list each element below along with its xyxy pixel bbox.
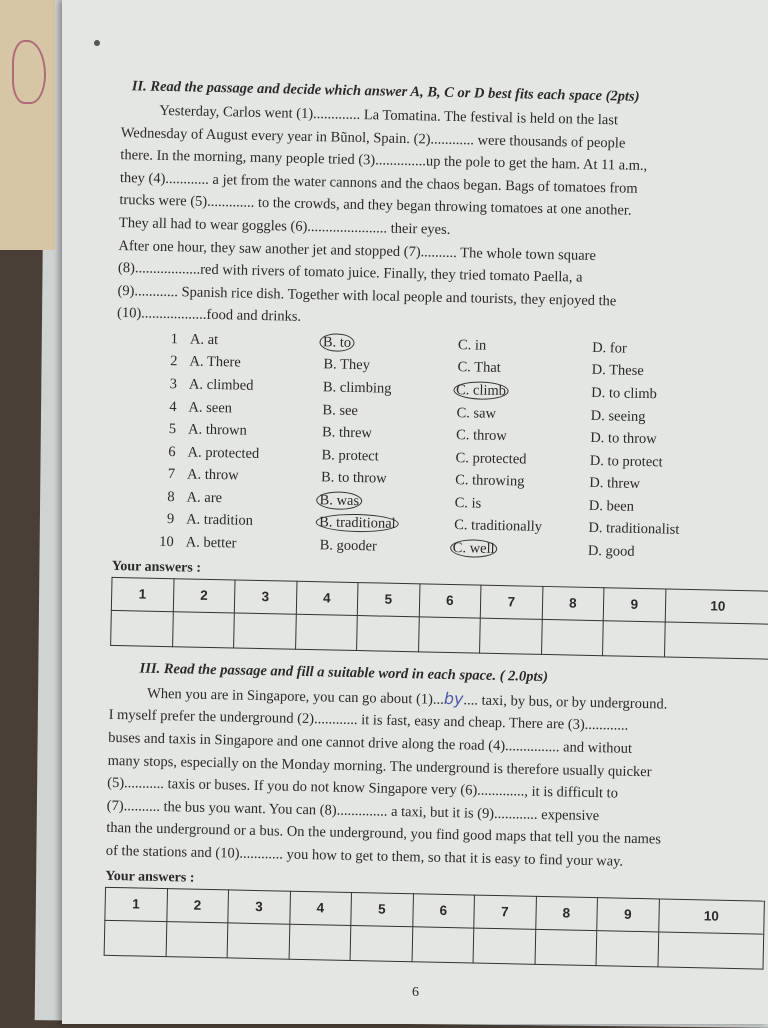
answer-input-cell[interactable] xyxy=(603,621,665,657)
option-text: C. climb xyxy=(453,381,509,400)
answer-input-cell[interactable] xyxy=(357,615,419,651)
passage-line: I myself prefer the underground (2)............ it is fast, easy and cheap. There are (3)............ xyxy=(108,707,629,735)
worksheet-page xyxy=(62,0,768,1024)
option-text: C. throw xyxy=(455,427,508,445)
answer-input-cell[interactable] xyxy=(234,613,296,649)
option-c xyxy=(453,537,588,562)
option-c xyxy=(454,515,589,540)
option-text: 2 xyxy=(170,353,178,370)
answer-number-cell: 8 xyxy=(535,896,597,930)
option-text: D. good xyxy=(587,542,635,560)
option-text: B. to xyxy=(320,333,355,352)
answer-number-cell: 2 xyxy=(166,888,228,922)
answer-input-cell[interactable] xyxy=(473,928,535,964)
answer-input-cell[interactable] xyxy=(172,612,234,648)
option-text: B. gooder xyxy=(319,537,378,555)
answer-number-cell: 4 xyxy=(289,891,351,925)
passage-line: When you are in Singapore, you can go about (1)... xyxy=(146,685,444,708)
answer-number-cell: 1 xyxy=(105,887,167,921)
option-number xyxy=(115,372,189,396)
section2-passage xyxy=(117,99,732,338)
option-text: B. see xyxy=(322,401,359,419)
option-text: B. They xyxy=(323,356,371,374)
answer-number-cell: 6 xyxy=(419,584,481,618)
option-c xyxy=(455,470,590,495)
passage-line: (7).......... the bus you want. You can (8).............. a taxi, but it is (9)............ expensive xyxy=(106,797,600,824)
option-d xyxy=(591,359,726,384)
option-number xyxy=(113,485,187,509)
answer-input-cell[interactable] xyxy=(227,923,289,959)
answers-label: Your answers : xyxy=(111,558,202,576)
option-text: C. That xyxy=(457,359,501,377)
option-c xyxy=(456,424,591,449)
options-table xyxy=(112,327,727,566)
passage-line: (10)..................food and drinks. xyxy=(116,305,302,326)
option-text: A. climbed xyxy=(188,376,254,394)
option-b xyxy=(321,444,456,469)
option-text: D. threw xyxy=(589,475,641,493)
option-c xyxy=(457,357,592,382)
option-text: D. seeing xyxy=(590,407,646,425)
passage-line: of the stations and (10)............ you how to get to them, so that it is easy to find your way. xyxy=(105,842,624,870)
answer-input-cell[interactable] xyxy=(658,932,764,969)
answer-input-cell[interactable] xyxy=(412,926,474,962)
option-c xyxy=(458,334,593,359)
passage-line: buses and taxis in Singapore and one cannot drive along the road (4)............... and without xyxy=(108,729,633,757)
option-d xyxy=(590,427,725,452)
option-text: C. well xyxy=(450,539,498,558)
page-number: 6 xyxy=(412,985,419,1000)
option-text: 8 xyxy=(167,488,175,506)
option-text: A. There xyxy=(189,353,241,371)
passage-line: (5)........... taxis or buses. If you do not know Singapore very (6)............., it is difficult to xyxy=(107,775,619,802)
answers-grid-2 xyxy=(110,577,768,660)
passage-line: (9)............ Spanish rice dish. Together with local people and tourists, they enjoyed the xyxy=(117,282,617,310)
option-text: D. for xyxy=(592,339,627,357)
option-text: 7 xyxy=(167,466,176,483)
option-number xyxy=(115,395,189,419)
option-d xyxy=(591,405,726,430)
option-c xyxy=(457,379,592,404)
answer-number-cell: 8 xyxy=(542,586,604,620)
sticky-note xyxy=(0,0,55,250)
answer-input-cell[interactable] xyxy=(295,614,357,650)
option-text: B. traditional xyxy=(316,514,399,534)
answer-input-cell[interactable] xyxy=(664,622,768,659)
option-text: C. saw xyxy=(456,404,497,422)
option-d xyxy=(592,337,727,362)
answer-input-cell[interactable] xyxy=(111,610,173,646)
option-a xyxy=(188,396,322,421)
passage-line: Yesterday, Carlos went (1)............. La Tomatina. The festival is held on the last xyxy=(159,102,619,129)
option-a xyxy=(188,419,322,444)
option-d xyxy=(589,472,724,497)
option-number xyxy=(116,327,190,351)
option-text: A. thrown xyxy=(187,421,248,439)
option-text: C. traditionally xyxy=(454,517,543,536)
answer-number-cell: 9 xyxy=(603,588,665,622)
option-text: A. protected xyxy=(187,444,260,462)
option-text: C. throwing xyxy=(454,472,525,490)
option-a xyxy=(189,351,323,376)
passage-line: .... taxi, by bus, or by underground. xyxy=(463,692,668,713)
option-a xyxy=(187,441,321,466)
option-b xyxy=(321,467,456,492)
option-text: C. is xyxy=(454,494,482,512)
answer-input-cell[interactable] xyxy=(535,929,597,965)
punch-hole-icon xyxy=(94,40,100,46)
option-text: D. These xyxy=(591,362,644,380)
answer-input-cell[interactable] xyxy=(596,930,658,966)
option-d xyxy=(588,518,723,543)
option-number xyxy=(114,417,188,441)
option-c xyxy=(455,447,590,472)
option-a xyxy=(185,532,319,557)
option-text: D. to protect xyxy=(589,452,663,471)
option-b xyxy=(319,535,454,560)
passage-line: (8)..................red with rivers of tomato juice. Finally, they tried tomato Paella, a xyxy=(117,260,583,286)
option-b xyxy=(324,331,459,356)
section3-heading: III. Read the passage and fill a suitable word in each space. ( 2.0pts) xyxy=(139,660,549,685)
answer-number-cell: 10 xyxy=(665,589,768,624)
answer-input-cell[interactable] xyxy=(289,924,351,960)
passage-line: They all had to wear goggles (6)...................... their eyes. xyxy=(118,214,451,238)
option-b xyxy=(320,512,455,537)
answer-number-cell: 3 xyxy=(234,580,296,614)
option-b xyxy=(322,422,457,447)
option-a xyxy=(186,509,320,534)
option-text: A. are xyxy=(186,489,223,507)
passage-line: After one hour, they saw another jet and stopped (7).......... The whole town square xyxy=(118,237,597,264)
section3-passage xyxy=(106,681,720,875)
option-d xyxy=(590,450,725,475)
doodle-icon xyxy=(12,40,46,104)
option-number xyxy=(116,349,190,373)
passage-line: Wednesday of August every year in Bũnol, Spain. (2)............ were thousands of people xyxy=(120,124,626,152)
answer-number-cell: 5 xyxy=(357,582,419,616)
answer-input-cell[interactable] xyxy=(541,619,603,655)
option-text: A. better xyxy=(185,534,237,552)
option-b xyxy=(320,489,455,514)
option-text: 10 xyxy=(159,533,174,551)
option-number xyxy=(113,508,187,532)
worksheet-content xyxy=(104,78,732,968)
answer-input-cell[interactable] xyxy=(350,925,412,961)
option-text: 1 xyxy=(170,330,179,347)
option-text: B. threw xyxy=(321,424,373,442)
option-text: A. tradition xyxy=(185,511,254,530)
option-d xyxy=(589,495,724,520)
option-text: C. in xyxy=(457,336,487,354)
option-text: 4 xyxy=(169,398,177,415)
option-a xyxy=(187,464,321,489)
option-text: 6 xyxy=(168,443,176,460)
answer-input-cell[interactable] xyxy=(480,618,542,654)
passage-line: many stops, especially on the Monday morning. The underground is therefore usually quicker xyxy=(107,752,652,780)
option-text: A. throw xyxy=(186,466,239,484)
option-c xyxy=(456,402,591,427)
option-text: A. seen xyxy=(188,398,233,416)
option-a xyxy=(186,487,320,512)
passage-line: there. In the morning, many people tried (3)..............up the pole to get the ham. At 11 a.m., xyxy=(120,147,648,175)
option-b xyxy=(323,376,458,401)
option-b xyxy=(323,354,458,379)
passage-line: they (4)............ a jet from the water cannons and the chaos began. Bags of tomatoes from xyxy=(119,169,638,197)
answer-input-cell[interactable] xyxy=(104,920,166,956)
passage-line: trucks were (5)............. to the crowds, and they began throwing tomatoes at one another. xyxy=(119,192,632,220)
option-b xyxy=(322,399,457,424)
answers-grid-3 xyxy=(104,886,765,969)
option-text: B. climbing xyxy=(322,379,392,397)
option-text: D. traditionalist xyxy=(588,520,680,539)
answer-number-cell: 4 xyxy=(296,581,358,615)
section2-heading: II. Read the passage and decide which answer A, B, C or D best fits each space (2pts) xyxy=(131,78,640,105)
option-number xyxy=(112,530,186,554)
answer-number-cell: 10 xyxy=(658,899,764,934)
answer-number-cell: 9 xyxy=(597,897,659,931)
answer-number-cell: 7 xyxy=(474,895,536,929)
option-number xyxy=(114,440,188,464)
option-text: 3 xyxy=(169,375,178,393)
option-d xyxy=(588,540,723,565)
option-text: B. was xyxy=(316,491,362,510)
option-text: 5 xyxy=(168,421,177,438)
answers-label: Your answers : xyxy=(105,868,195,886)
answer-input-cell[interactable] xyxy=(166,921,228,957)
option-text: D. to climb xyxy=(591,384,658,403)
option-text: B. protect xyxy=(321,446,379,465)
option-a xyxy=(190,328,324,353)
option-text: C. protected xyxy=(455,449,527,468)
answer-number-cell: 7 xyxy=(480,585,542,619)
option-text: D. to throw xyxy=(590,429,657,448)
answer-number-cell: 6 xyxy=(412,893,474,927)
answer-number-cell: 5 xyxy=(351,892,413,926)
answer-input-cell[interactable] xyxy=(418,617,480,653)
answer-number-cell: 1 xyxy=(111,577,173,611)
passage-line: than the underground or a bus. On the underground, you find good maps that tell you the names xyxy=(106,820,662,848)
option-c xyxy=(454,492,589,517)
answer-number-cell: 2 xyxy=(173,579,235,613)
answer-number-cell: 3 xyxy=(228,890,290,924)
option-text: A. at xyxy=(189,331,219,348)
option-number xyxy=(113,462,187,486)
handwritten-answer: by xyxy=(443,688,464,709)
option-text: B. to throw xyxy=(320,469,387,487)
option-text: 9 xyxy=(166,511,175,528)
option-text: D. been xyxy=(588,497,635,515)
option-a xyxy=(189,374,323,399)
option-d xyxy=(591,382,726,407)
